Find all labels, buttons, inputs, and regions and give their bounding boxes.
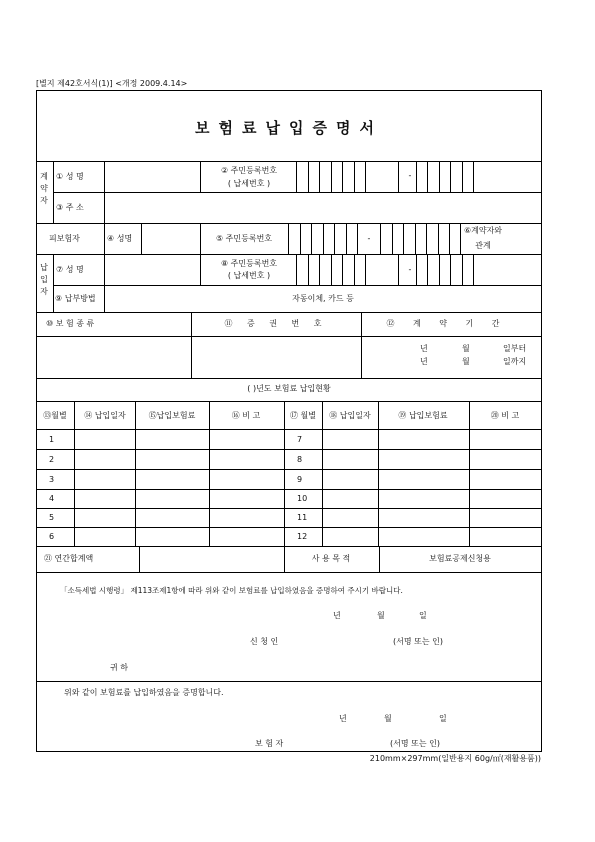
applicant-signature: (서명 또는 인) — [393, 637, 443, 646]
insured-name-label: ④ 성명 — [107, 234, 133, 243]
month-cell: 11 — [297, 513, 308, 522]
request-date-day: 일 — [419, 611, 427, 620]
payment-method-value: 자동이체, 카드 등 — [292, 294, 354, 303]
applicant-label: 신 청 인 — [250, 637, 279, 646]
header-premium: ⑲ 납입보험료 — [398, 411, 448, 420]
payer-rrn-label: ⑧ 주민등록번호 — [220, 259, 278, 268]
payer-rrn-sublabel: ( 납세번호 ) — [227, 271, 271, 280]
header-month: ⑬월별 — [43, 411, 67, 420]
month-cell: 5 — [49, 513, 55, 522]
insurer-label: 보 험 자 — [255, 739, 284, 748]
period-to-year: 년 — [420, 357, 428, 366]
contractor-rrn-sublabel: ( 납세번호 ) — [227, 179, 271, 188]
header-remarks: ⑯ 비 고 — [231, 411, 261, 420]
contractor-rrn-label: ② 주민등록번호 — [220, 166, 278, 175]
header-payment-date: ⑱ 납입일자 — [329, 411, 371, 420]
month-cell: 2 — [49, 455, 55, 464]
certificate-number-label: ⑪ 증 권 번 호 — [224, 319, 328, 328]
payment-method-label: ⑨ 납부방법 — [55, 294, 96, 303]
request-statement: 「소득세법 시행령」 제113조제1항에 따라 위와 같이 보험료를 납입하였음을 증명하여 주시기 바랍니다. — [60, 586, 403, 595]
recipient-label: 귀 하 — [110, 663, 128, 672]
contractor-address-label: ③ 주 소 — [56, 203, 84, 212]
period-to-month: 월 — [462, 357, 470, 366]
insured-section-label: 피보험자 — [49, 234, 80, 243]
insured-relation-label: ⑥계약자와 — [463, 226, 503, 235]
insured-relation-sublabel: 관계 — [475, 241, 491, 250]
contractor-name-label: ① 성 명 — [56, 172, 84, 181]
rrn-separator: - — [367, 234, 371, 243]
form-number: [별지 제42호서식(1)] <개정 2009.4.14> — [36, 79, 188, 88]
month-cell: 9 — [297, 475, 303, 484]
header-month: ⑰ 월별 — [290, 411, 316, 420]
cert-date-month: 월 — [384, 714, 392, 723]
month-cell: 12 — [297, 532, 308, 541]
month-cell: 10 — [297, 494, 308, 503]
month-cell: 7 — [297, 435, 303, 444]
contract-period-label: ⑫ 계 약 기 간 — [386, 319, 508, 328]
payer-section-label: 납 입 자 — [40, 263, 48, 296]
header-payment-date: ⑭ 납입일자 — [84, 411, 126, 420]
month-cell: 8 — [297, 455, 303, 464]
request-date-month: 월 — [377, 611, 385, 620]
period-from-month: 월 — [462, 344, 470, 353]
rrn-separator: - — [408, 265, 412, 274]
cert-date-year: 년 — [339, 714, 347, 723]
page-title: 보험료납입증명서 — [195, 119, 383, 137]
period-from-day: 일부터 — [503, 344, 527, 353]
paper-spec: 210mm×297mm(일반용지 60g/㎡(재활용품)) — [369, 754, 541, 763]
header-remarks: ⑳ 비 고 — [490, 411, 520, 420]
month-cell: 6 — [49, 532, 55, 541]
period-to-day: 일까지 — [503, 357, 527, 366]
certification-statement: 위와 같이 보험료를 납입하였음을 증명합니다. — [64, 688, 224, 697]
annual-total-label: ㉑ 연간합계액 — [44, 554, 94, 563]
rrn-separator: - — [408, 171, 412, 180]
purpose-value: 보험료공제신청용 — [429, 554, 491, 563]
purpose-label: 사 용 목 적 — [311, 554, 351, 563]
month-cell: 1 — [49, 435, 55, 444]
insured-rrn-label: ⑤ 주민등록번호 — [215, 234, 273, 243]
insurer-signature: (서명 또는 인) — [390, 739, 440, 748]
header-premium: ⑮납입보험료 — [148, 411, 196, 420]
insurance-type-label: ⑩ 보 험 종 류 — [46, 319, 95, 328]
period-from-year: 년 — [420, 344, 428, 353]
cert-date-day: 일 — [439, 714, 447, 723]
request-date-year: 년 — [333, 611, 341, 620]
payer-name-label: ⑦ 성 명 — [56, 265, 84, 274]
month-cell: 4 — [49, 494, 55, 503]
contractor-section-label: 계 약 자 — [40, 172, 48, 205]
month-cell: 3 — [49, 475, 55, 484]
status-title: ( )년도 보험료 납입현황 — [247, 384, 331, 393]
